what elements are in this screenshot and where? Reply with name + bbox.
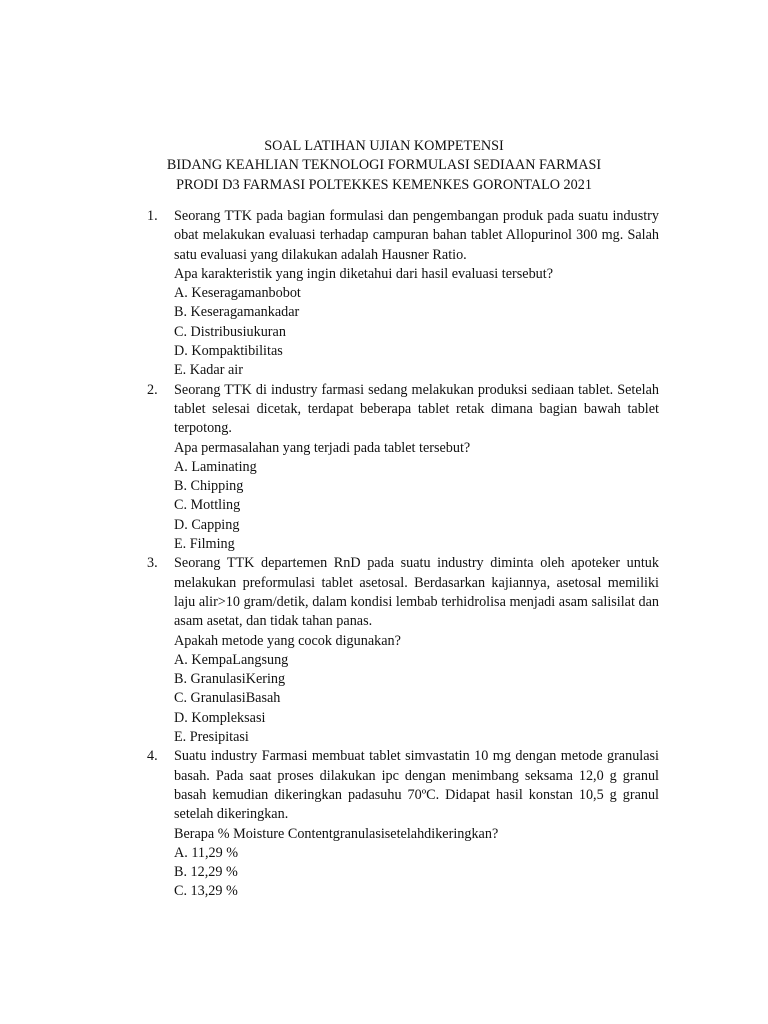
option-e: E. Presipitasi <box>174 729 249 746</box>
question-number: 1. <box>147 208 158 224</box>
question-number: 3. <box>147 555 158 572</box>
question-number: 2. <box>147 381 158 398</box>
option-d: D. Capping <box>174 516 240 533</box>
option-b: B. GranulasiKering <box>174 671 286 688</box>
option-d: D. Kompleksasi <box>174 709 266 726</box>
option-b: B. Keseragamankadar <box>174 304 300 321</box>
option-d: D. Kompaktibilitas <box>174 343 283 360</box>
option-a: A. 11,29 % <box>174 844 239 861</box>
option-c: C. 13,29 % <box>174 883 238 900</box>
question-number: 4. <box>147 748 158 765</box>
option-b: B. Chipping <box>174 478 244 495</box>
question-scenario: Seorang TTK pada bagian formulasi dan pengembangan produk pada suatu industry obat melakukan evaluasi terhadap campuran bahan tablet Allopurinol 300 mg. Salah satu evaluasi yang dilakukan adalah Hausner Ratio. <box>174 208 659 263</box>
option-c: C. Mottling <box>174 497 241 514</box>
question-3 <box>147 554 659 747</box>
option-a: A. Laminating <box>174 458 257 475</box>
option-a: A. KempaLangsung <box>174 651 289 668</box>
question-1 <box>147 207 659 381</box>
option-a: A. Keseragamanbobot <box>174 285 301 302</box>
header-subtitle: BIDANG KEAHLIAN TEKNOLOGI FORMULASI SEDIAAN FARMASI <box>166 157 602 174</box>
question-scenario: Suatu industry Farmasi membuat tablet simvastatin 10 mg dengan metode granulasi basah. Pada saat proses dilakukan ipc dengan menimbang seksama 12,0 g granul basah kemudian dikeringkan padasuhu 70ºC. Didapat hasil konstan 10,5 g granul setelah dikeringkan. <box>174 748 659 823</box>
document-header <box>0 137 768 195</box>
header-title: SOAL LATIHAN UJIAN KOMPETENSI <box>264 138 504 154</box>
question-prompt: Berapa % Moisture Contentgranulasisetelahdikeringkan? <box>174 825 499 842</box>
option-e: E. Kadar air <box>174 362 243 379</box>
question-4 <box>147 747 659 901</box>
question-2 <box>147 381 659 555</box>
question-scenario: Seorang TTK di industry farmasi sedang melakukan produksi sediaan tablet. Setelah tablet selesai dicetak, terdapat beberapa tablet retak dimana bagian bawah tablet terpotong. <box>174 381 659 437</box>
option-c: C. Distribusiukuran <box>174 323 286 340</box>
question-prompt: Apa permasalahan yang terjadi pada tablet tersebut? <box>174 439 471 456</box>
question-prompt: Apakah metode yang cocok digunakan? <box>174 632 401 649</box>
header-institution: PRODI D3 FARMASI POLTEKKES KEMENKES GORONTALO 2021 <box>176 176 592 193</box>
question-prompt: Apa karakteristik yang ingin diketahui dari hasil evaluasi tersebut? <box>174 265 554 282</box>
option-e: E. Filming <box>174 536 235 553</box>
question-list <box>147 207 659 902</box>
question-scenario: Seorang TTK departemen RnD pada suatu industry diminta oleh apoteker untuk melakukan preformulasi tablet asetosal. Berdasarkan kajiannya, asetosal memiliki laju alir>10 gram/detik, dalam kondisi lembab terhidrolisa menjadi asam salisilat dan asam asetat, dan tidak tahan panas. <box>174 555 659 630</box>
option-b: B. 12,29 % <box>174 864 238 881</box>
option-c: C. GranulasiBasah <box>174 690 281 707</box>
